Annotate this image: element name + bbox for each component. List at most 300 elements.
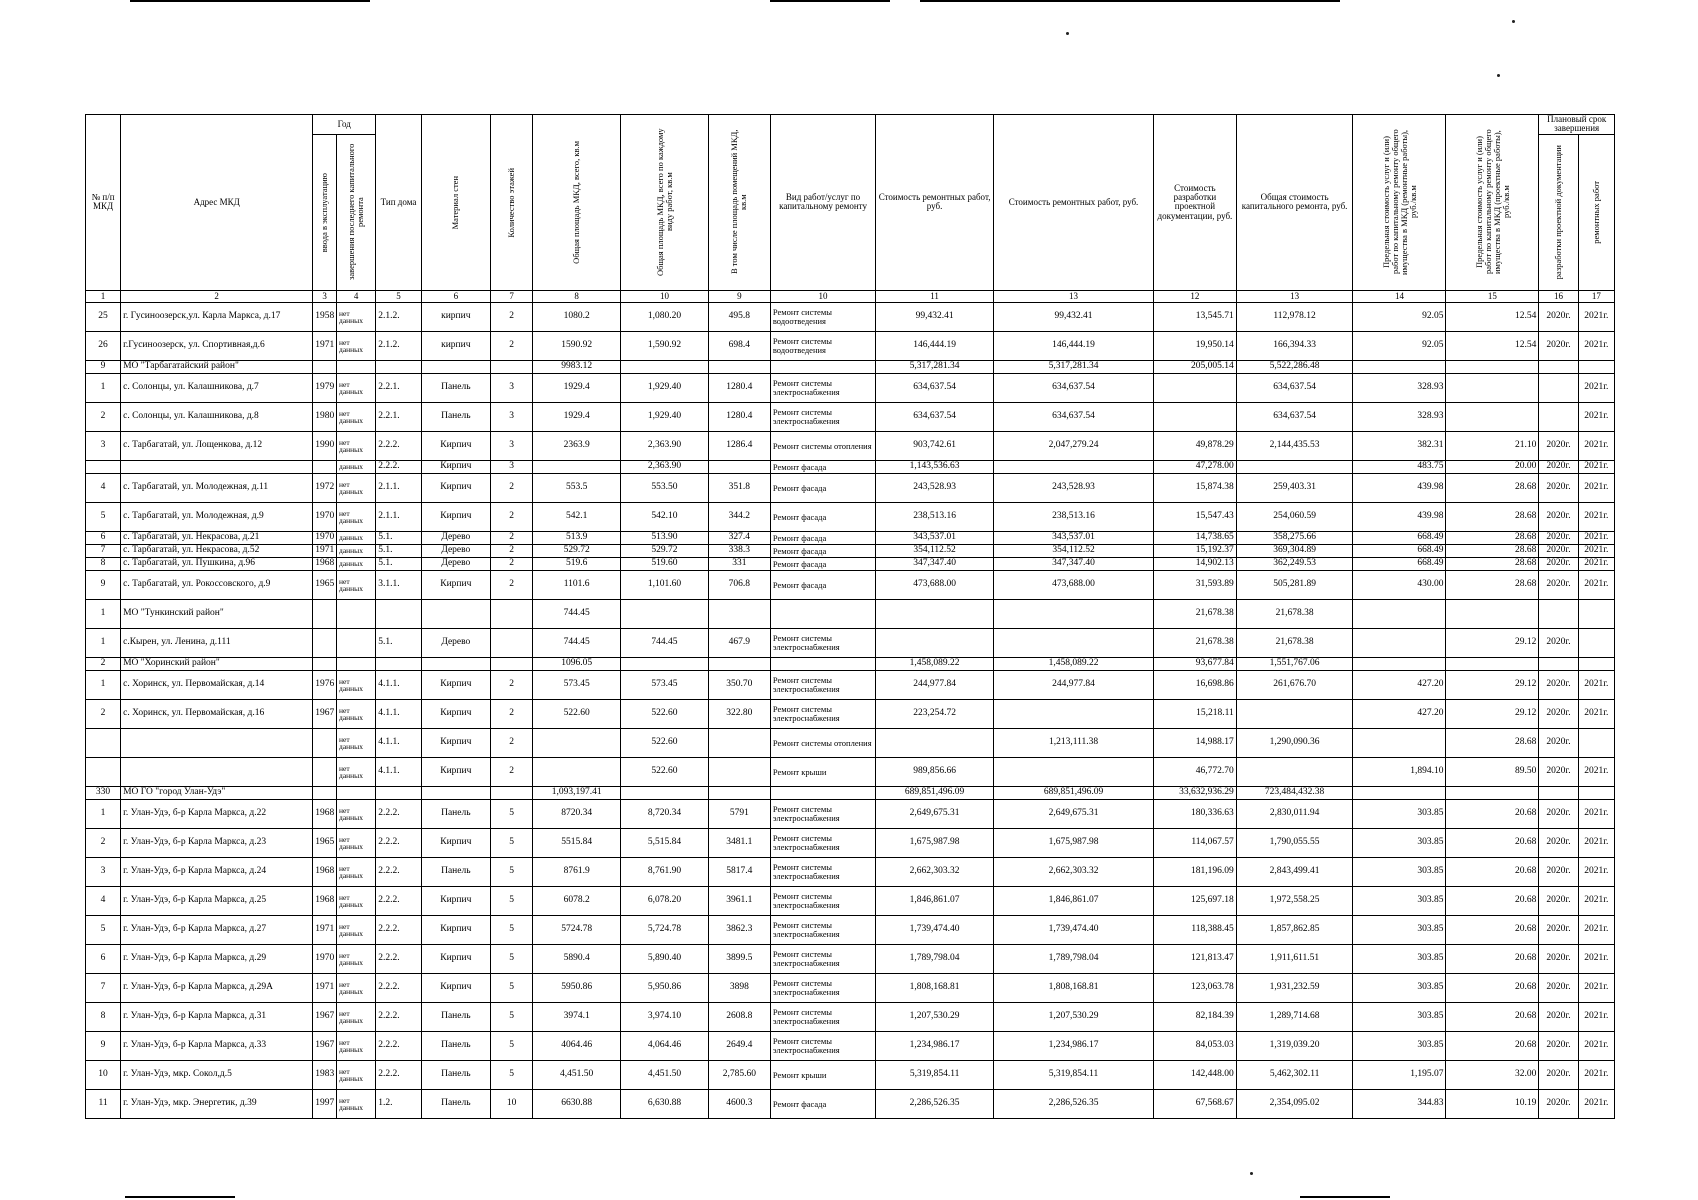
term-project-cell: 2020г. (1539, 473, 1578, 502)
limit-project-cell: 20.68 (1446, 828, 1539, 857)
term-project-cell: 2020г. (1539, 757, 1578, 786)
floors-cell: 5 (490, 1060, 532, 1089)
table-row (86, 373, 1615, 402)
area-per-work-cell: 5,950.86 (621, 973, 709, 1002)
total-cost-cell: 1,551,767.06 (1236, 657, 1353, 670)
repair-cost-2-cell: 146,444.19 (993, 331, 1153, 360)
year-last-repair-cell: нет данных (337, 570, 376, 599)
work-type-cell: Ремонт крыши (770, 1060, 875, 1089)
year-commission-cell: 1970 (313, 531, 337, 544)
limit-project-cell (1446, 402, 1539, 431)
table-row (86, 973, 1615, 1002)
floors-cell (490, 360, 532, 373)
wall-material-cell: Кирпич (421, 886, 490, 915)
repair-cost-2-cell: 5,319,854.11 (993, 1060, 1153, 1089)
term-project-cell: 2020г. (1539, 557, 1578, 570)
repair-cost-2-cell: 1,789,798.04 (993, 944, 1153, 973)
limit-project-cell (1446, 657, 1539, 670)
total-area-cell: 529.72 (533, 544, 621, 557)
floors-cell: 5 (490, 886, 532, 915)
area-per-work-cell: 5,515.84 (621, 828, 709, 857)
total-cost-cell: 5,522,286.48 (1236, 360, 1353, 373)
work-type-cell: Ремонт фасада (770, 531, 875, 544)
repair-cost-cell: 903,742.61 (876, 431, 994, 460)
limit-project-cell: 28.68 (1446, 473, 1539, 502)
total-cost-cell: 369,304.89 (1236, 544, 1353, 557)
project-cost-cell: 15,874.38 (1154, 473, 1237, 502)
term-repair-cell: 2021г. (1578, 570, 1614, 599)
total-area-cell: 6078.2 (533, 886, 621, 915)
total-area-cell: 4064.46 (533, 1031, 621, 1060)
term-project-cell: 2020г. (1539, 699, 1578, 728)
project-cost-cell (1154, 373, 1237, 402)
wall-material-cell: кирпич (421, 331, 490, 360)
table-row (86, 1002, 1615, 1031)
area-per-work-cell: 522.60 (621, 728, 709, 757)
area-per-work-cell: 3,974.10 (621, 1002, 709, 1031)
project-cost-cell: 14,988.17 (1154, 728, 1237, 757)
work-type-cell: Ремонт фасада (770, 473, 875, 502)
total-area-cell: 2363.9 (533, 431, 621, 460)
repair-cost-2-cell: 354,112.52 (993, 544, 1153, 557)
total-area-cell: 1,093,197.41 (533, 786, 621, 799)
total-area-cell: 6630.88 (533, 1089, 621, 1118)
header-wall-material: Материал стен (421, 115, 490, 291)
repair-cost-cell (876, 628, 994, 657)
total-cost-cell: 505,281.89 (1236, 570, 1353, 599)
column-number: 13 (1236, 290, 1353, 302)
house-type-cell: 3.1.1. (376, 570, 421, 599)
house-type-cell: 2.2.1. (376, 373, 421, 402)
work-type-cell: Ремонт системы электроснабжения (770, 699, 875, 728)
term-repair-cell: 2021г. (1578, 886, 1614, 915)
address-cell: г. Улан-Удэ, б-р Карла Маркса, д.25 (121, 886, 313, 915)
term-project-cell: 2020г. (1539, 502, 1578, 531)
total-cost-cell: 1,931,232.59 (1236, 973, 1353, 1002)
table-row (86, 1089, 1615, 1118)
address-cell: г. Улан-Удэ, мкр. Энергетик, д.39 (121, 1089, 313, 1118)
repair-cost-2-cell: 634,637.54 (993, 373, 1153, 402)
work-type-cell: Ремонт фасада (770, 557, 875, 570)
total-cost-cell: 21,678.38 (1236, 628, 1353, 657)
work-type-cell: Ремонт фасада (770, 502, 875, 531)
term-project-cell: 2020г. (1539, 544, 1578, 557)
floors-cell: 2 (490, 331, 532, 360)
total-cost-cell: 259,403.31 (1236, 473, 1353, 502)
header-address: Адрес МКД (121, 115, 313, 291)
term-project-cell (1539, 360, 1578, 373)
work-type-cell: Ремонт системы электроснабжения (770, 1031, 875, 1060)
premises-area-cell: 2,785.60 (708, 1060, 770, 1089)
column-number: 4 (337, 290, 376, 302)
row-number-cell: 7 (86, 544, 121, 557)
floors-cell: 2 (490, 544, 532, 557)
area-per-work-cell: 6,078.20 (621, 886, 709, 915)
house-type-cell: 2.2.2. (376, 460, 421, 473)
repair-cost-2-cell: 1,213,111.38 (993, 728, 1153, 757)
total-area-cell: 553.5 (533, 473, 621, 502)
year-last-repair-cell: данных (337, 460, 376, 473)
house-type-cell: 2.2.2. (376, 1060, 421, 1089)
limit-project-cell: 29.12 (1446, 670, 1539, 699)
total-cost-cell: 5,462,302.11 (1236, 1060, 1353, 1089)
row-number-cell: 1 (86, 670, 121, 699)
year-last-repair-cell: нет данных (337, 857, 376, 886)
total-cost-cell (1236, 460, 1353, 473)
total-area-cell: 513.9 (533, 531, 621, 544)
limit-repair-cell: 1,195.07 (1353, 1060, 1446, 1089)
total-area-cell: 1080.2 (533, 302, 621, 331)
table-row (86, 302, 1615, 331)
table-row (86, 360, 1615, 373)
scan-speck (1497, 74, 1500, 77)
table-row (86, 544, 1615, 557)
repair-cost-cell: 1,143,536.63 (876, 460, 994, 473)
address-cell: с. Тарбагатай, ул. Рокоссовского, д.9 (121, 570, 313, 599)
floors-cell: 2 (490, 728, 532, 757)
limit-project-cell: 20.68 (1446, 886, 1539, 915)
premises-area-cell: 698.4 (708, 331, 770, 360)
term-repair-cell (1578, 628, 1614, 657)
table-row (86, 799, 1615, 828)
premises-area-cell: 331 (708, 557, 770, 570)
limit-project-cell: 20.68 (1446, 857, 1539, 886)
limit-repair-cell: 303.85 (1353, 973, 1446, 1002)
work-type-cell: Ремонт системы электроснабжения (770, 402, 875, 431)
year-last-repair-cell (337, 628, 376, 657)
table-row (86, 728, 1615, 757)
column-number: 17 (1578, 290, 1614, 302)
wall-material-cell: Кирпич (421, 757, 490, 786)
row-number-cell: 4 (86, 886, 121, 915)
wall-material-cell: Панель (421, 1031, 490, 1060)
row-number-cell: 5 (86, 915, 121, 944)
limit-repair-cell: 439.98 (1353, 473, 1446, 502)
project-cost-cell: 14,902.13 (1154, 557, 1237, 570)
column-number: 6 (421, 290, 490, 302)
year-last-repair-cell (337, 599, 376, 628)
address-cell: с. Хоринск, ул. Первомайская, д.16 (121, 699, 313, 728)
year-last-repair-cell: нет данных (337, 915, 376, 944)
limit-repair-cell (1353, 786, 1446, 799)
floors-cell: 2 (490, 302, 532, 331)
column-number: 10 (621, 290, 709, 302)
year-commission-cell: 1970 (313, 502, 337, 531)
floors-cell: 2 (490, 757, 532, 786)
limit-repair-cell: 668.49 (1353, 557, 1446, 570)
repair-cost-cell: 244,977.84 (876, 670, 994, 699)
repair-cost-2-cell: 2,649,675.31 (993, 799, 1153, 828)
total-cost-cell: 1,319,039.20 (1236, 1031, 1353, 1060)
row-number-cell: 10 (86, 1060, 121, 1089)
area-per-work-cell: 1,590.92 (621, 331, 709, 360)
area-per-work-cell: 1,929.40 (621, 402, 709, 431)
floors-cell: 5 (490, 857, 532, 886)
total-cost-cell: 21,678.38 (1236, 599, 1353, 628)
limit-project-cell: 20.68 (1446, 1031, 1539, 1060)
work-type-cell: Ремонт системы электроснабжения (770, 915, 875, 944)
row-number-cell: 330 (86, 786, 121, 799)
term-project-cell: 2020г. (1539, 886, 1578, 915)
table-row (86, 828, 1615, 857)
table-row (86, 473, 1615, 502)
work-type-cell: Ремонт системы электроснабжения (770, 373, 875, 402)
premises-area-cell: 350.70 (708, 670, 770, 699)
total-cost-cell: 254,060.59 (1236, 502, 1353, 531)
work-type-cell: Ремонт системы отопления (770, 728, 875, 757)
term-project-cell: 2020г. (1539, 331, 1578, 360)
wall-material-cell (421, 360, 490, 373)
repair-cost-cell: 347,347.40 (876, 557, 994, 570)
term-project-cell: 2020г. (1539, 1002, 1578, 1031)
premises-area-cell (708, 460, 770, 473)
row-number-cell: 3 (86, 857, 121, 886)
total-cost-cell: 634,637.54 (1236, 373, 1353, 402)
row-number-cell: 8 (86, 1002, 121, 1031)
limit-repair-cell (1353, 628, 1446, 657)
year-last-repair-cell: нет данных (337, 944, 376, 973)
year-last-repair-cell: нет данных (337, 1031, 376, 1060)
year-last-repair-cell: нет данных (337, 302, 376, 331)
total-area-cell (533, 460, 621, 473)
total-area-cell: 5724.78 (533, 915, 621, 944)
total-area-cell: 9983.12 (533, 360, 621, 373)
area-per-work-cell (621, 360, 709, 373)
header-term-group: Плановый срок завершения (1539, 115, 1615, 135)
repair-cost-cell: 243,528.93 (876, 473, 994, 502)
header-house-type: Тип дома (376, 115, 421, 291)
header-limit-repair: Предельная стоимость услуг и (или) работ по капитальному ремонту общего имущества в МКД (ремонтные работы), руб./кв.м (1353, 115, 1446, 291)
year-commission-cell: 1965 (313, 570, 337, 599)
table-row (86, 599, 1615, 628)
wall-material-cell: Кирпич (421, 699, 490, 728)
term-project-cell: 2020г. (1539, 1089, 1578, 1118)
limit-project-cell: 21.10 (1446, 431, 1539, 460)
work-type-cell (770, 360, 875, 373)
wall-material-cell: Панель (421, 1089, 490, 1118)
term-repair-cell: 2021г. (1578, 1060, 1614, 1089)
table-row (86, 757, 1615, 786)
address-cell: МО "Хоринский район" (121, 657, 313, 670)
limit-repair-cell: 328.93 (1353, 402, 1446, 431)
area-per-work-cell: 6,630.88 (621, 1089, 709, 1118)
table-row (86, 1060, 1615, 1089)
address-cell: с. Тарбагатай, ул. Некрасова, д.21 (121, 531, 313, 544)
total-area-cell: 8761.9 (533, 857, 621, 886)
year-last-repair-cell: нет данных (337, 502, 376, 531)
area-per-work-cell: 8,761.90 (621, 857, 709, 886)
area-per-work-cell: 519.60 (621, 557, 709, 570)
project-cost-cell: 49,878.29 (1154, 431, 1237, 460)
floors-cell: 2 (490, 557, 532, 570)
row-number-cell: 2 (86, 828, 121, 857)
project-cost-cell: 46,772.70 (1154, 757, 1237, 786)
total-cost-cell: 261,676.70 (1236, 670, 1353, 699)
area-per-work-cell: 4,451.50 (621, 1060, 709, 1089)
limit-project-cell: 20.68 (1446, 799, 1539, 828)
project-cost-cell: 47,278.00 (1154, 460, 1237, 473)
term-repair-cell: 2021г. (1578, 757, 1614, 786)
area-per-work-cell: 553.50 (621, 473, 709, 502)
scan-speck (1512, 20, 1515, 23)
limit-repair-cell: 303.85 (1353, 915, 1446, 944)
year-last-repair-cell: нет данных (337, 728, 376, 757)
wall-material-cell: Панель (421, 402, 490, 431)
total-area-cell: 1101.6 (533, 570, 621, 599)
house-type-cell: 2.2.2. (376, 915, 421, 944)
project-cost-cell (1154, 402, 1237, 431)
term-repair-cell: 2021г. (1578, 857, 1614, 886)
house-type-cell: 2.1.2. (376, 302, 421, 331)
project-cost-cell: 82,184.39 (1154, 1002, 1237, 1031)
premises-area-cell: 1286.4 (708, 431, 770, 460)
year-last-repair-cell: нет данных (337, 828, 376, 857)
repair-cost-2-cell: 244,977.84 (993, 670, 1153, 699)
work-type-cell: Ремонт системы электроснабжения (770, 886, 875, 915)
premises-area-cell: 344.2 (708, 502, 770, 531)
term-project-cell: 2020г. (1539, 915, 1578, 944)
term-repair-cell (1578, 599, 1614, 628)
scan-edge-line-top-left (130, 0, 370, 2)
address-cell: г. Улан-Удэ, б-р Карла Маркса, д.22 (121, 799, 313, 828)
table-row (86, 786, 1615, 799)
address-cell: МО ГО "город Улан-Удэ" (121, 786, 313, 799)
header-limit-project: Предельная стоимость услуг и (или) работ по капитальному ремонту общего имущества в МКД (проектные работы), руб./кв.м (1446, 115, 1539, 291)
total-area-cell: 8720.34 (533, 799, 621, 828)
house-type-cell: 5.1. (376, 531, 421, 544)
term-repair-cell: 2021г. (1578, 531, 1614, 544)
house-type-cell: 2.1.1. (376, 473, 421, 502)
term-repair-cell (1578, 728, 1614, 757)
address-cell: г. Улан-Удэ, б-р Карла Маркса, д.29А (121, 973, 313, 1002)
header-term-repair: ремонтных работ (1578, 134, 1614, 290)
floors-cell: 5 (490, 828, 532, 857)
header-total-area: Общая площадь МКД, всего, кв.м (533, 115, 621, 291)
year-last-repair-cell: нет данных (337, 886, 376, 915)
project-cost-cell: 205,005.14 (1154, 360, 1237, 373)
table-row (86, 570, 1615, 599)
year-commission-cell (313, 657, 337, 670)
address-cell: с. Тарбагатай, ул. Лощенкова, д.12 (121, 431, 313, 460)
column-number: 10 (770, 290, 875, 302)
work-type-cell: Ремонт фасада (770, 1089, 875, 1118)
repair-cost-2-cell: 1,846,861.07 (993, 886, 1153, 915)
term-repair-cell: 2021г. (1578, 373, 1614, 402)
total-area-cell: 1590.92 (533, 331, 621, 360)
house-type-cell: 2.2.2. (376, 828, 421, 857)
column-number: 11 (876, 290, 994, 302)
column-number: 12 (1154, 290, 1237, 302)
column-number: 9 (708, 290, 770, 302)
repair-cost-2-cell: 2,047,279.24 (993, 431, 1153, 460)
project-cost-cell: 93,677.84 (1154, 657, 1237, 670)
year-last-repair-cell: нет данных (337, 331, 376, 360)
premises-area-cell: 5791 (708, 799, 770, 828)
repair-cost-2-cell: 5,317,281.34 (993, 360, 1153, 373)
house-type-cell: 2.2.2. (376, 1031, 421, 1060)
term-project-cell: 2020г. (1539, 570, 1578, 599)
address-cell: г. Улан-Удэ, мкр. Сокол,д.5 (121, 1060, 313, 1089)
header-work-type: Вид работ/услуг по капитальному ремонту (770, 115, 875, 291)
limit-project-cell: 20.00 (1446, 460, 1539, 473)
term-project-cell: 2020г. (1539, 944, 1578, 973)
work-type-cell: Ремонт системы электроснабжения (770, 799, 875, 828)
term-project-cell: 2020г. (1539, 670, 1578, 699)
area-per-work-cell: 573.45 (621, 670, 709, 699)
limit-repair-cell: 92.05 (1353, 331, 1446, 360)
project-cost-cell: 15,547.43 (1154, 502, 1237, 531)
year-commission-cell: 1997 (313, 1089, 337, 1118)
year-commission-cell: 1971 (313, 915, 337, 944)
table-row (86, 431, 1615, 460)
term-project-cell: 2020г. (1539, 302, 1578, 331)
address-cell: г. Улан-Удэ, б-р Карла Маркса, д.24 (121, 857, 313, 886)
total-cost-cell: 112,978.12 (1236, 302, 1353, 331)
limit-project-cell: 89.50 (1446, 757, 1539, 786)
repair-cost-2-cell: 2,662,303.32 (993, 857, 1153, 886)
project-cost-cell: 14,738.65 (1154, 531, 1237, 544)
project-cost-cell: 142,448.00 (1154, 1060, 1237, 1089)
limit-project-cell: 10.19 (1446, 1089, 1539, 1118)
term-project-cell: 2020г. (1539, 973, 1578, 1002)
scan-edge-line-top-right (920, 0, 1340, 2)
wall-material-cell: Кирпич (421, 431, 490, 460)
year-commission-cell: 1990 (313, 431, 337, 460)
address-cell: г. Улан-Удэ, б-р Карла Маркса, д.33 (121, 1031, 313, 1060)
house-type-cell (376, 786, 421, 799)
row-number-cell: 5 (86, 502, 121, 531)
floors-cell: 2 (490, 670, 532, 699)
term-repair-cell (1578, 360, 1614, 373)
address-cell: с. Тарбагатай, ул. Молодежная, д.9 (121, 502, 313, 531)
repair-cost-cell (876, 728, 994, 757)
term-repair-cell: 2021г. (1578, 473, 1614, 502)
floors-cell: 3 (490, 431, 532, 460)
row-number-cell: 9 (86, 360, 121, 373)
address-cell: г.Гусиноозерск, ул. Спортивная,д.6 (121, 331, 313, 360)
term-repair-cell: 2021г. (1578, 973, 1614, 1002)
scan-edge-line-bottom-right (1300, 1196, 1390, 1198)
address-cell: с. Солонцы, ул. Калашникова, д.8 (121, 402, 313, 431)
repair-cost-2-cell: 1,739,474.40 (993, 915, 1153, 944)
total-area-cell: 1929.4 (533, 373, 621, 402)
column-number: 8 (533, 290, 621, 302)
scan-speck (1066, 32, 1069, 35)
limit-repair-cell: 427.20 (1353, 699, 1446, 728)
year-last-repair-cell (337, 360, 376, 373)
term-project-cell: 2020г. (1539, 1031, 1578, 1060)
repair-cost-2-cell: 1,458,089.22 (993, 657, 1153, 670)
floors-cell: 3 (490, 373, 532, 402)
limit-project-cell: 32.00 (1446, 1060, 1539, 1089)
wall-material-cell: Кирпич (421, 728, 490, 757)
project-cost-cell: 67,568.67 (1154, 1089, 1237, 1118)
limit-repair-cell (1353, 599, 1446, 628)
limit-repair-cell (1353, 360, 1446, 373)
column-number: 13 (993, 290, 1153, 302)
limit-repair-cell: 382.31 (1353, 431, 1446, 460)
house-type-cell: 5.1. (376, 544, 421, 557)
header-term-project: разработки проектной документации (1539, 134, 1578, 290)
term-repair-cell: 2021г. (1578, 431, 1614, 460)
repair-cost-cell: 5,317,281.34 (876, 360, 994, 373)
term-project-cell: 2020г. (1539, 628, 1578, 657)
table-row (86, 557, 1615, 570)
column-number: 16 (1539, 290, 1578, 302)
address-cell: с.Кырен, ул. Ленина, д.111 (121, 628, 313, 657)
term-repair-cell: 2021г. (1578, 544, 1614, 557)
limit-project-cell (1446, 599, 1539, 628)
